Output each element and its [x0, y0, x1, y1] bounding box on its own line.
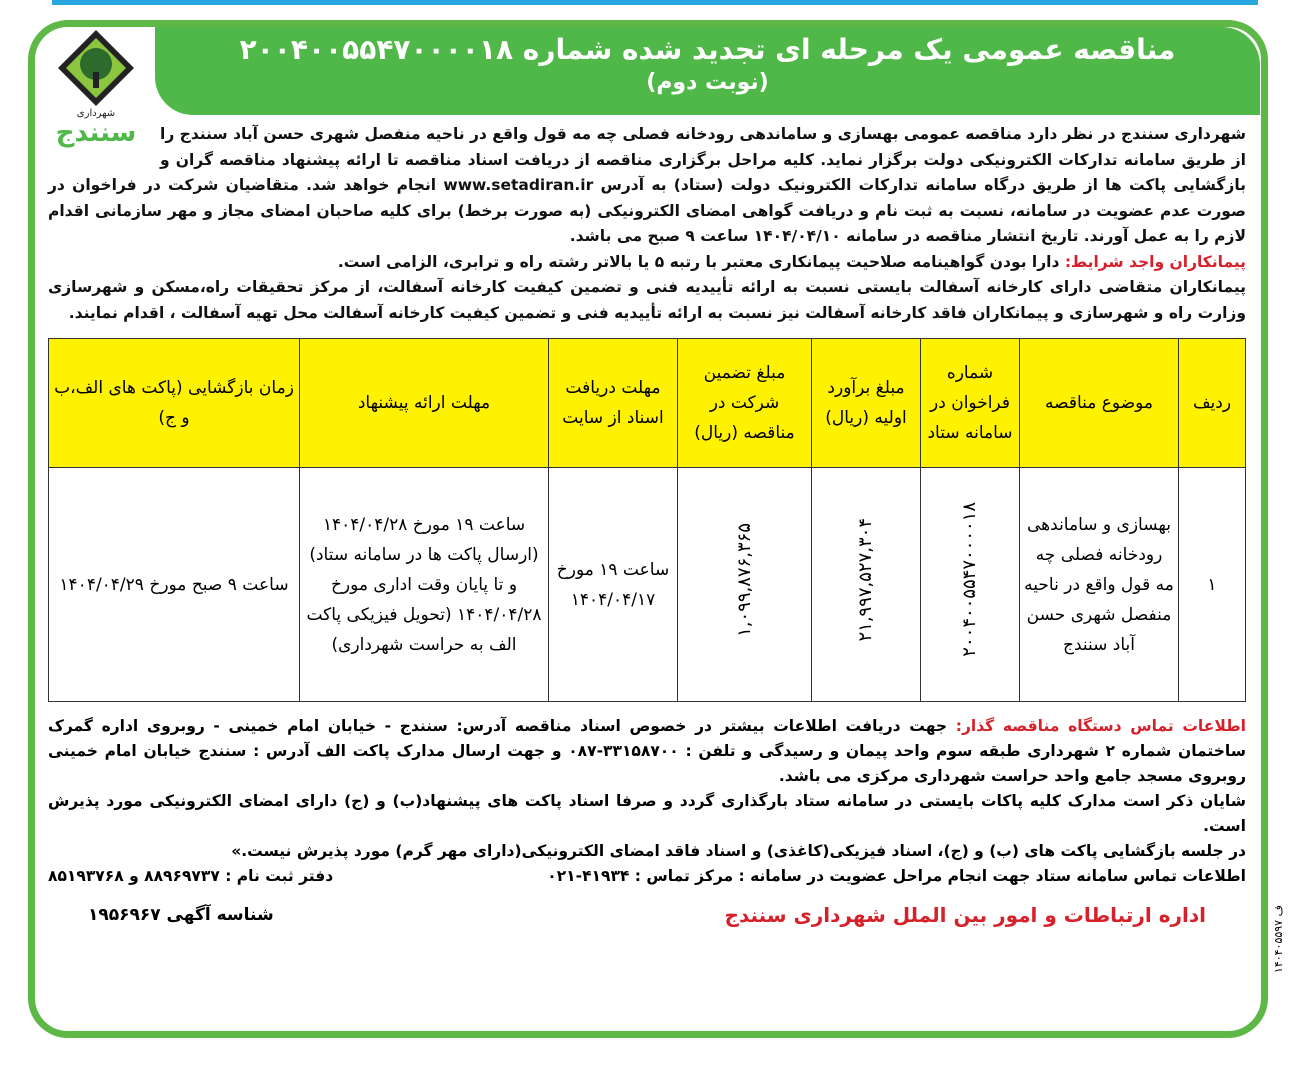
- tender-table: [48, 338, 1246, 702]
- ad-subtitle: (نوبت دوم): [646, 70, 769, 95]
- intro-text: شهرداری سنندج در نظر دارد مناقصه عمومی بهسازی و ساماندهی رودخانه فصلی چه مه قول واقع در ناحیه منفصل شهری حسن آباد سنندج را از طریق سامانه تدارکات الکترونیکی دولت برگزار نماید. کلیه مراحل برگزاری مناقصه از دریافت اسناد مناقصه تا ارائه پیشنهاد مناقصه گران و بازگشایی پاکت ها از طریق درگاه سامانه تدارکات الکترونیک دولت (ستاد) به آدرس www.setadiran.ir انجام خواهد شد. متقاضیان شرکت در فراخوان در صورت عدم عضویت در سامانه، نسبت به ثبت نام و دریافت گواهی امضای الکترونیکی (به صورت برخط) برای کلیه صاحبان امضای مجاز و مهر سازمانی اقدام لازم را به عمل آورند. تاریخ انتشار مناقصه در سامانه ۱۴۰۴/۰۴/۱۰ ساعت ۹ صبح می باشد. پیمانکاران واجد شرایط: دارا بودن گواهینامه صلاحیت پیمانکاری معتبر با رتبه ۵ یا بالاتر رشته راه و ترابری، الزامی است. پیمانکاران متقاضی دارای کارخانه آسفالت بایستی نسبت به ارائه تأییدیه فنی و تضمین کیفیت کارخانه آسفالت، از مرکز تحقیقات راه،مسکن و شهرسازی وزارت راه و شهرسازی و پیمانکاران فاقد کارخانه آسفالت نیز نسبت به ارائه تأییدیه فنی و تضمین کیفیت کارخانه آسفالت محل تهیه آسفالت ، اقدام نمایند.: [48, 122, 1246, 326]
- conditions-label: پیمانکاران واجد شرایط:: [1064, 252, 1246, 271]
- ad-id: شناسه آگهی ۱۹۵۶۹۶۷: [88, 905, 274, 925]
- setad-url[interactable]: www.setadiran.ir: [443, 176, 594, 194]
- ad-title: مناقصه عمومی یک مرحله ای تجدید شده شماره ۲۰۰۴۰۰۵۵۴۷۰۰۰۰۱۸: [239, 33, 1176, 66]
- side-code: ۱۴۰۴۰۵۵۹۷ ف: [1272, 905, 1285, 974]
- ad-content: [48, 0, 1246, 957]
- municipality-logo: شهرداری سنندج: [40, 28, 152, 146]
- signature-row: [48, 903, 1246, 927]
- call-number: ۲۰۰۴۰۰۵۵۴۷۰۰۰۰۱۸: [959, 502, 980, 657]
- issuer-name: اداره ارتباطات و امور بین الملل شهرداری سنندج: [724, 903, 1206, 927]
- table-row: ۱ بهسازی و ساماندهی رودخانه فصلی چه مه قول واقع در ناحیه منفصل شهری حسن آباد سنندج ۲۰۰۴۰۰۵۵۴۷۰۰۰۰۱۸ ۲۱,۹۹۷,۵۲۷,۳۰۴ ۱,۰۹۹,۸۷۶,۳۶۵ ساعت ۱۹ مورخ ۱۴۰۴/۰۴/۱۷ ساعت ۱۹ مورخ ۱۴۰۴/۰۴/۲۸ (ارسال پاکت ها در سامانه ستاد) و تا پایان وقت اداری مورخ ۱۴۰۴/۰۴/۲۸ (تحویل فیزیکی پاکت الف به حراست شهرداری) ساعت ۹ صبح مورخ ۱۴۰۴/۰۴/۲۹: [49, 468, 1246, 702]
- guarantee-amount: ۱,۰۹۹,۸۷۶,۳۶۵: [733, 522, 755, 637]
- estimate-amount: ۲۱,۹۹۷,۵۲۷,۳۰۴: [855, 517, 876, 642]
- logo-spacer: [48, 122, 160, 152]
- table-header-row: ردیف موضوع مناقصه شماره فراخوان در سامانه ستاد مبلغ برآورد اولیه (ریال) مبلغ تضمین شرکت در مناقصه (ریال) مهلت دریافت اسناد از سایت مهلت ارائه پیشنهاد زمان بازگشایی (پاکت های الف،ب و ج): [49, 339, 1246, 468]
- contact-info: اطلاعات تماس دستگاه مناقصه گذار: جهت دریافت اطلاعات بیشتر در خصوص اسناد مناقصه آدرس: سنندج - خیابان امام خمینی - روبروی اداره گمرک ساختمان شماره ۲ شهرداری طبقه سوم واحد پیمان و رسیدگی و تلفن : ۳۳۱۵۸۷۰۰-۰۸۷ و جهت ارسال مدارک پاکت الف آدرس : سنندج خیابان امام خمینی روبروی مسجد جامع واحد حراست شهرداری مرکزی می باشد. شایان ذکر است مدارک کلیه پاکات بایستی در سامانه ستاد بارگذاری گردد و صرفا اسناد پاکت های پیشنهاد(ب) و (ج) دارای امضای الکترونیکی مورد پذیرش است. در جلسه بازگشایی پاکت های (ب) و (ج)، اسناد فیزیکی(کاغذی) و اسناد فاقد امضای الکترونیکی(دارای مهر گرم) مورد پذیرش نیست.» اطلاعات تماس سامانه ستاد جهت انجام مراحل عضویت در سامانه : مرکز تماس : ۴۱۹۳۴-۰۲۱ دفتر ثبت نام : ۸۸۹۶۹۷۳۷ و ۸۵۱۹۳۷۶۸: [48, 717, 1246, 885]
